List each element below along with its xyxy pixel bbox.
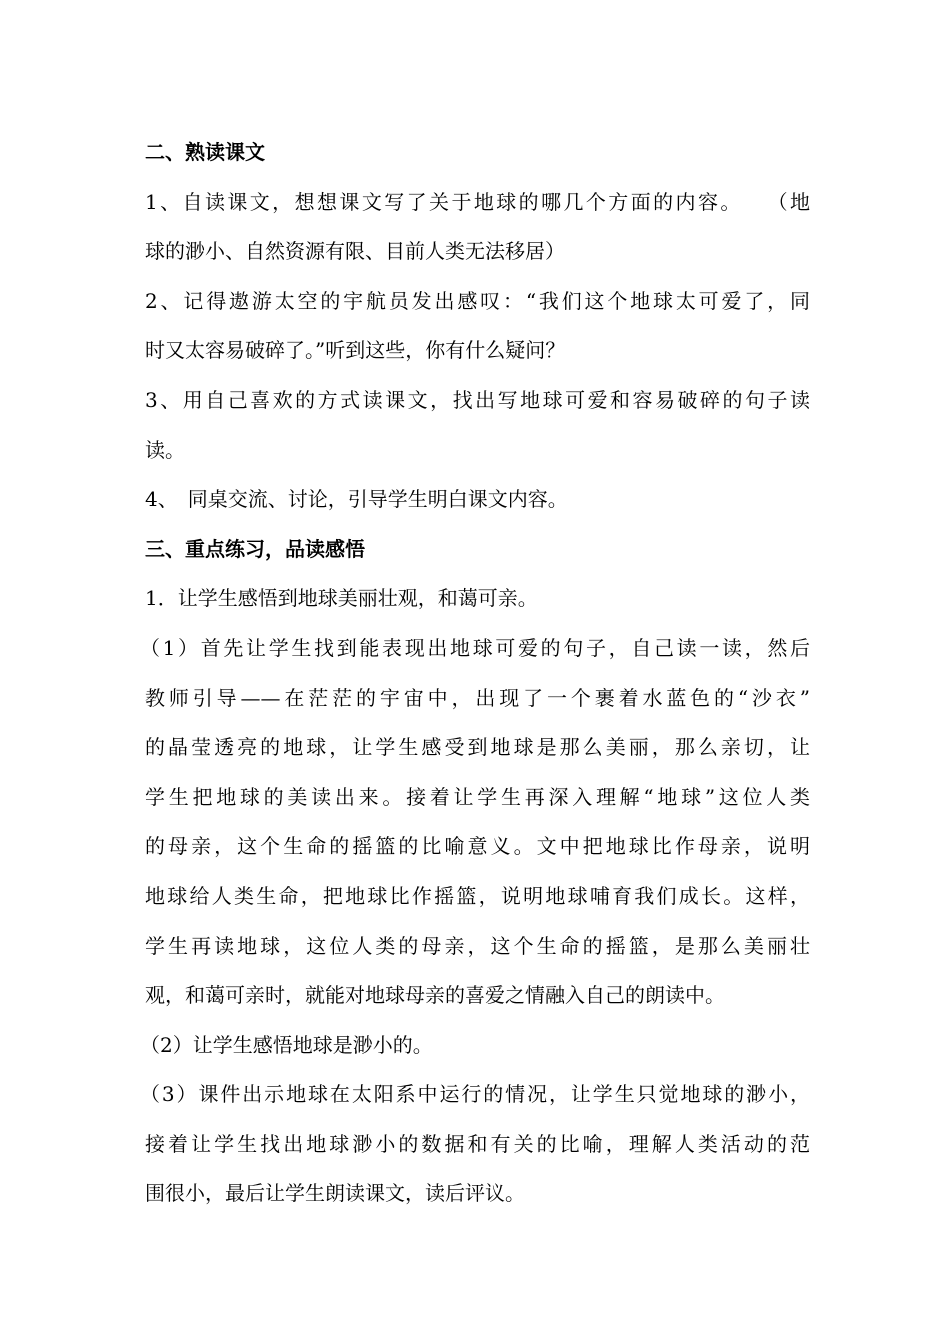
section-heading-3: 三、重点练习，品读感悟 bbox=[145, 536, 365, 561]
document-body bbox=[140, 128, 810, 1219]
paragraph-line: 教师引导——在茫茫的宇宙中，出现了一个裹着水蓝色的“沙衣” bbox=[145, 685, 810, 710]
paragraph-line: 观，和蔼可亲时，就能对地球母亲的喜爱之情融入自己的朗读中。 bbox=[145, 983, 725, 1008]
paragraph-line: 地球给人类生命，把地球比作摇篮，说明地球哺育我们成长。这样， bbox=[145, 883, 810, 908]
paragraph-line: 学生再读地球，这位人类的母亲，这个生命的摇篮，是那么美丽壮 bbox=[145, 933, 810, 958]
paragraph-line: 读。 bbox=[145, 437, 185, 462]
paragraph-line: （1）首先让学生找到能表现出地球可爱的句子，自己读一读，然后 bbox=[140, 635, 810, 660]
paragraph-line: （3）课件出示地球在太阳系中运行的情况，让学生只觉地球的渺小， bbox=[140, 1082, 810, 1107]
paragraph-line: 的晶莹透亮的地球，让学生感受到地球是那么美丽，那么亲切，让 bbox=[145, 735, 810, 760]
paragraph-line: （2）让学生感悟地球是渺小的。 bbox=[140, 1032, 433, 1057]
paragraph-line: 球的渺小、自然资源有限、目前人类无法移居） bbox=[145, 239, 565, 264]
paragraph-line: 1．让学生感悟到地球美丽壮观，和蔼可亲。 bbox=[145, 586, 538, 611]
paragraph-line: 1、自读课文，想想课文写了关于地球的哪几个方面的内容。 （地 bbox=[145, 189, 810, 214]
paragraph-line: 的母亲，这个生命的摇篮的比喻意义。文中把地球比作母亲，说明 bbox=[145, 834, 810, 859]
paragraph-line: 时又太容易破碎了。”听到这些，你有什么疑问？ bbox=[145, 338, 566, 363]
paragraph-line: 2、记得遨游太空的宇航员发出感叹：“我们这个地球太可爱了，同 bbox=[145, 288, 810, 313]
paragraph-line: 4、 同桌交流、讨论，引导学生明白课文内容。 bbox=[145, 487, 568, 512]
paragraph-line: 3、用自己喜欢的方式读课文，找出写地球可爱和容易破碎的句子读 bbox=[145, 387, 810, 412]
section-heading-2: 二、熟读课文 bbox=[145, 140, 265, 164]
paragraph-line: 围很小，最后让学生朗读课文，读后评议。 bbox=[145, 1181, 525, 1206]
paragraph-line: 学生把地球的美读出来。接着让学生再深入理解“地球”这位人类 bbox=[145, 784, 810, 809]
paragraph-line: 接着让学生找出地球渺小的数据和有关的比喻，理解人类活动的范 bbox=[145, 1131, 810, 1156]
